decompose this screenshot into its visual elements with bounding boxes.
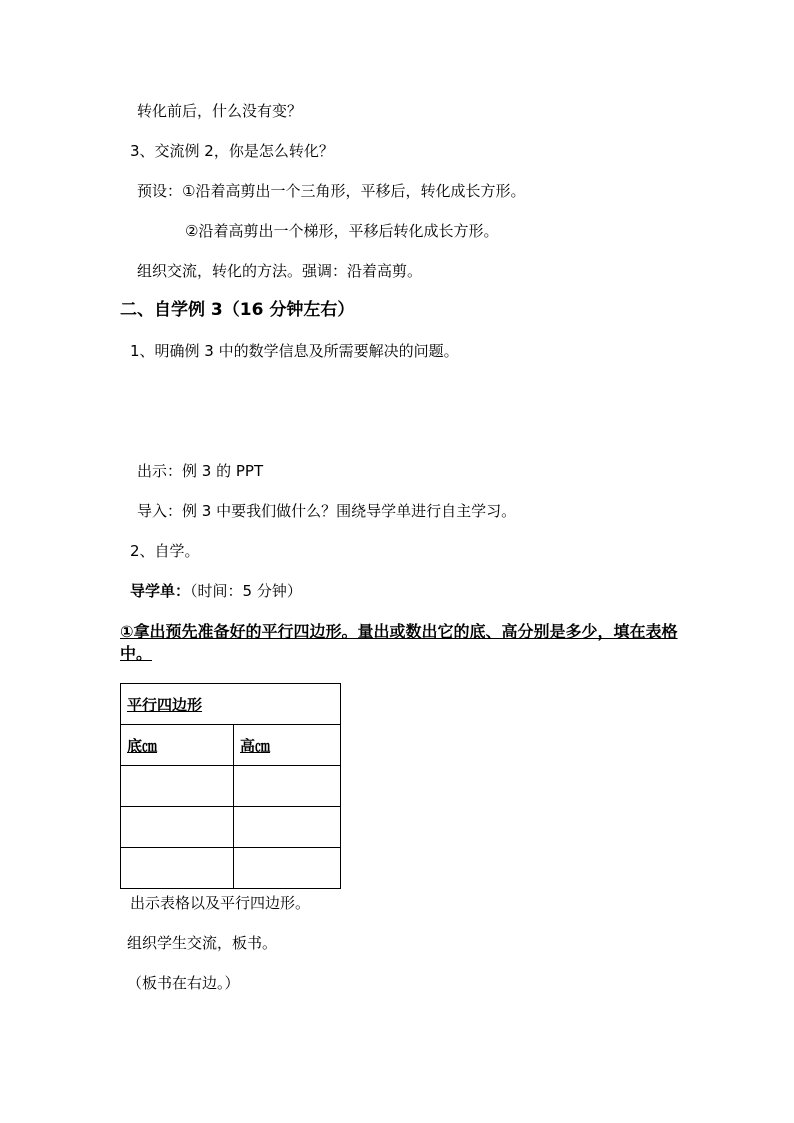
table-header-base: 底㎝: [121, 725, 234, 766]
board-note-line: （板书在右边。）: [127, 974, 240, 992]
show-table-line: 出示表格以及平行四边形。: [130, 894, 311, 912]
show-ppt-line: 出示：例 3 的 PPT: [137, 462, 264, 480]
organize-line: 组织交流，转化的方法。强调：沿着高剪。: [137, 262, 423, 280]
preset-1-line: 预设：①沿着高剪出一个三角形，平移后，转化成长方形。: [137, 182, 526, 200]
table-cell[interactable]: [121, 848, 234, 889]
task-instruction: ①拿出预先准备好的平行四边形。量出或数出它的底、高分别是多少，填在表格中。: [120, 622, 678, 663]
table-row: [121, 766, 341, 807]
preset-2-line: ②沿着高剪出一个梯形，平移后转化成长方形。: [185, 222, 499, 240]
question-line: 转化前后，什么没有变？: [137, 102, 303, 120]
measure-table: [120, 683, 341, 889]
table-row: [121, 848, 341, 889]
organize-students-line: 组织学生交流，板书。: [127, 934, 278, 952]
table-header-height: 高㎝: [234, 725, 341, 766]
guide-line: [130, 582, 302, 600]
step-3-line: 3、交流例 2，你是怎么转化？: [130, 142, 334, 160]
guide-label: 导学单：: [130, 582, 191, 600]
table-cell[interactable]: [234, 807, 341, 848]
table-cell[interactable]: [234, 766, 341, 807]
intro-line: 导入：例 3 中要我们做什么？围绕导学单进行自主学习。: [137, 502, 517, 520]
table-cell[interactable]: [121, 766, 234, 807]
step-1-line: 1、明确例 3 中的数学信息及所需要解决的问题。: [130, 342, 459, 360]
table-cell[interactable]: [234, 848, 341, 889]
table-row: [121, 807, 341, 848]
table-title: 平行四边形: [121, 684, 341, 725]
section-heading: 二、自学例 3（16 分钟左右）: [120, 300, 355, 320]
guide-time: （时间：5 分钟）: [190, 582, 302, 600]
table-cell[interactable]: [121, 807, 234, 848]
step-2-line: 2、自学。: [130, 542, 200, 560]
